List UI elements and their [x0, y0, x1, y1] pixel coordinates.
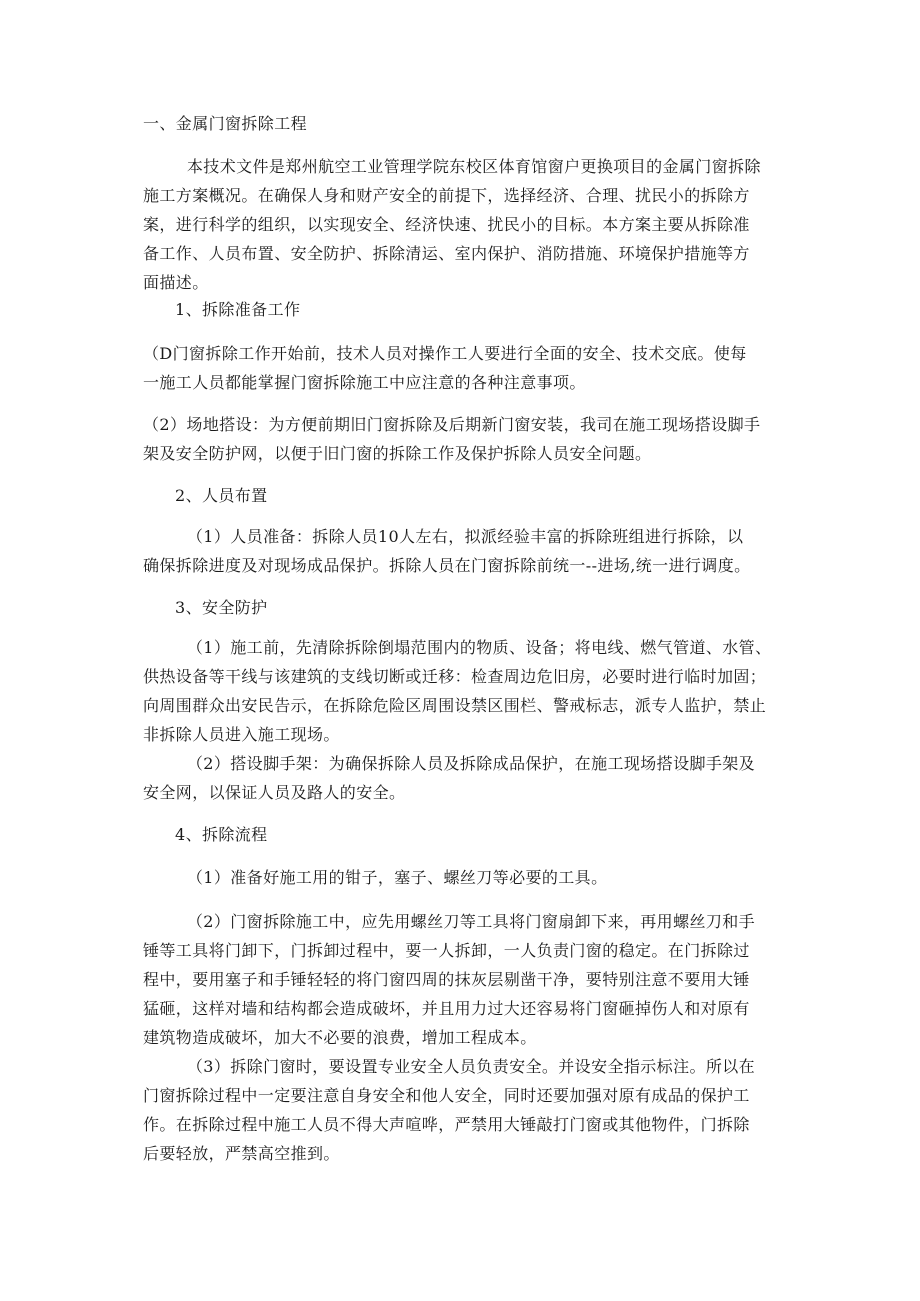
- document-title: 一、金属门窗拆除工程: [143, 114, 308, 133]
- intro-paragraph: 本技术文件是郑州航空工业管理学院东校区体育馆窗户更换项目的金属门窗拆除 施工方案概况。在确保人身和财产安全的前提下，选择经济、合理、扰民小的拆除方 案，进行科学的组织，以实现安全、经济快速、扰民小的目标。本方案主要从拆除准 备工作、人员布置、安全防护、拆除清运、室内保护、消防措施、环境保护措施等方 面描述。: [143, 157, 761, 292]
- preparation-paragraph-1: （D门窗拆除工作开始前，技术人员对操作工人要进行全面的安全、技术交底。使每 一施工人员都能掌握门窗拆除施工中应注意的各种注意事项。: [143, 344, 747, 392]
- preparation-paragraph-2: （2）场地搭设：为方便前期旧门窗拆除及后期新门窗安装，我司在施工现场搭设脚手 架及安全防护网，以便于旧门窗的拆除工作及保护拆除人员安全问题。: [143, 415, 761, 463]
- section-heading-process: 4、拆除流程: [175, 825, 268, 844]
- process-paragraph-2: （2）门窗拆除施工中，应先用螺丝刀等工具将门窗扇卸下来，再用螺丝刀和手 锤等工具将门卸下，门拆卸过程中，要一人拆卸，一人负责门窗的稳定。在门拆除过 程中，要用塞子和手锤轻轻的将门窗四周的抹灰层剔凿干净，要特别注意不要用大锤 猛砸，这样对墙和结构都会造成破坏，并且用力过大还容易将门窗砸掉伤人和对原有 建筑物造成破坏，加大不必要的浪费，增加工程成本。: [143, 912, 756, 1047]
- section-heading-staffing: 2、人员布置: [175, 486, 268, 505]
- section-heading-preparation: 1、拆除准备工作: [175, 300, 301, 319]
- process-paragraph-1: （1）准备好施工用的钳子，塞子、螺丝刀等必要的工具。: [143, 868, 608, 887]
- safety-paragraph-1: （1）施工前，先清除拆除倒塌范围内的物质、设备；将电线、燃气管道、水管、 供热设备等干线与该建筑的支线切断或迁移：检查周边危旧房，必要时进行临时加固； 向周围群众出安民告示，在拆除危险区周围设禁区围栏、警戒标志，派专人监护，禁止 非拆除人员进入施工现场。: [143, 638, 772, 744]
- staffing-paragraph-1: （1）人员准备：拆除人员10人左右，拟派经验丰富的拆除班组进行拆除，以 确保拆除进度及对现场成品保护。拆除人员在门窗拆除前统一--进场,统一进行调度。: [143, 527, 751, 575]
- safety-paragraph-2: （2）搭设脚手架：为确保拆除人员及拆除成品保护，在施工现场搭设脚手架及 安全网，以保证人员及路人的安全。: [143, 754, 756, 802]
- section-heading-safety: 3、安全防护: [175, 598, 268, 617]
- process-paragraph-3: （3）拆除门窗时，要设置专业安全人员负责安全。并设安全指示标注。所以在 门窗拆除过程中一定要注意自身安全和他人安全，同时还要加强对原有成品的保护工 作。在拆除过程中施工人员不得大声喧哗，严禁用大锤敲打门窗或其他物件，门拆除 后要轻放，严禁高空推到。: [143, 1057, 756, 1163]
